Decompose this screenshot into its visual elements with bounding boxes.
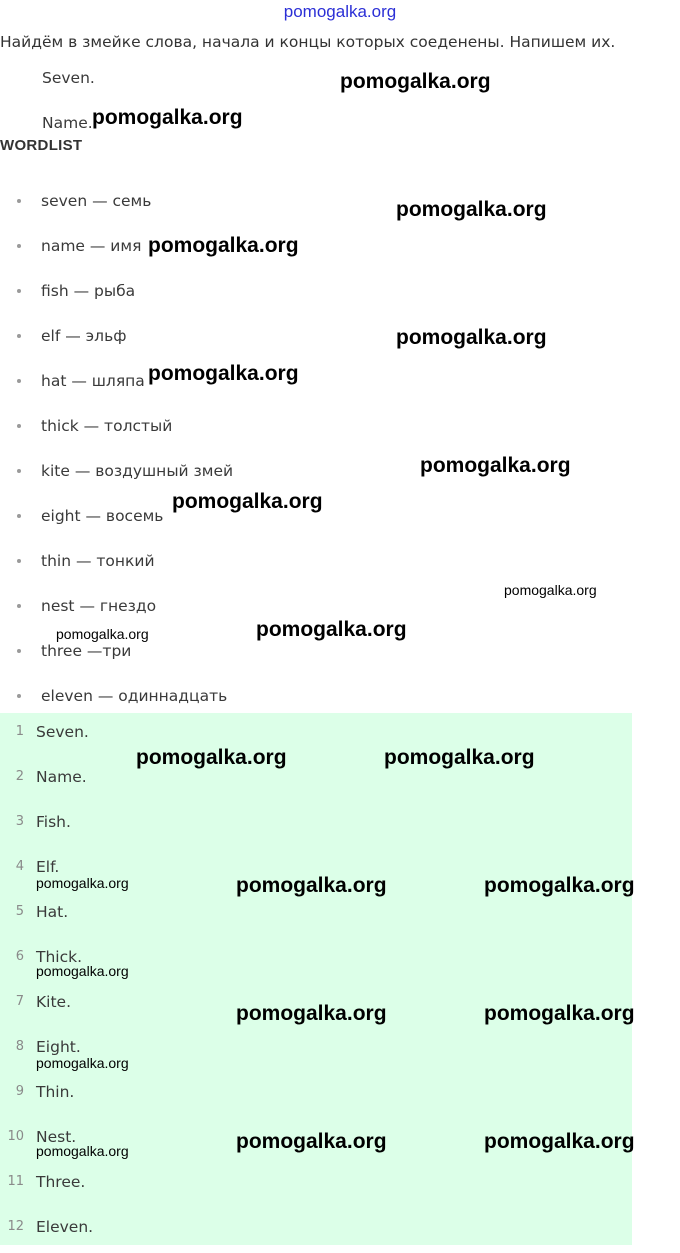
- bullet-icon: [17, 649, 21, 653]
- answer-number: 12: [7, 1219, 24, 1234]
- watermark: pomogalka.org: [148, 362, 299, 385]
- bullet-icon: [17, 604, 21, 608]
- word-list-item: [0, 317, 233, 362]
- bullet-icon: [17, 559, 21, 563]
- bullet-icon: [17, 289, 21, 293]
- answer-text: Thick.: [36, 948, 83, 966]
- bullet-icon: [17, 514, 21, 518]
- word-list-item: [0, 272, 233, 317]
- bullet-icon: [17, 244, 21, 248]
- word-list-item: [0, 407, 233, 452]
- word-entry: name — имя: [41, 237, 142, 255]
- word-entry: eleven — одиннадцать: [41, 687, 228, 705]
- watermark: pomogalka.org: [484, 1002, 635, 1025]
- answer-text: Seven.: [36, 723, 89, 741]
- watermark: pomogalka.org: [384, 746, 535, 769]
- answer-text: Name.: [36, 768, 87, 786]
- bullet-icon: [17, 379, 21, 383]
- word-list-item: [0, 542, 233, 587]
- bullet-icon: [17, 424, 21, 428]
- answer-block: [0, 713, 632, 1245]
- answer-item: [0, 1073, 632, 1118]
- answer-number: 5: [15, 904, 24, 919]
- answer-text: Thin.: [36, 1083, 75, 1101]
- answer-number: 2: [15, 769, 24, 784]
- watermark: pomogalka.org: [420, 454, 571, 477]
- answer-number: 4: [15, 859, 24, 874]
- answer-item: [0, 803, 632, 848]
- wordlist-title: WORDLIST: [0, 137, 83, 154]
- watermark: pomogalka.org: [136, 746, 287, 769]
- word-entry: fish — рыба: [41, 282, 136, 300]
- answer-number: 6: [15, 949, 24, 964]
- answer-text: Fish.: [36, 813, 71, 831]
- watermark: pomogalka.org: [236, 1130, 387, 1153]
- bullet-icon: [17, 199, 21, 203]
- word-entry: thin — тонкий: [41, 552, 155, 570]
- answer-item: [0, 758, 632, 803]
- answer-number: 7: [15, 994, 24, 1009]
- word-entry: seven — семь: [41, 192, 152, 210]
- watermark: pomogalka.org: [36, 1143, 129, 1159]
- answer-number: 11: [7, 1174, 24, 1189]
- bullet-icon: [17, 694, 21, 698]
- word-entry: thick — толстый: [41, 417, 173, 435]
- watermark: pomogalka.org: [484, 874, 635, 897]
- watermark: pomogalka.org: [256, 618, 407, 641]
- answer-item: [0, 713, 632, 758]
- watermark: pomogalka.org: [504, 582, 597, 598]
- watermark: pomogalka.org: [236, 1002, 387, 1025]
- answer-text: Hat.: [36, 903, 69, 921]
- answer-list: [0, 713, 632, 1253]
- answer-text: Three.: [36, 1173, 86, 1191]
- word-entry: nest — гнездо: [41, 597, 157, 615]
- answer-text: Elf.: [36, 858, 60, 876]
- word-list-item: [0, 182, 233, 227]
- intro-text: Найдём в змейке слова, начала и концы которых соеденены. Напишем их.: [0, 33, 616, 51]
- watermark: pomogalka.org: [36, 963, 129, 979]
- watermark: pomogalka.org: [236, 874, 387, 897]
- answer-line: Seven.: [42, 69, 95, 87]
- word-entry: hat — шляпа: [41, 372, 145, 390]
- word-entry: elf — эльф: [41, 327, 127, 345]
- watermark: pomogalka.org: [484, 1130, 635, 1153]
- answer-number: 1: [15, 724, 24, 739]
- word-entry: kite — воздушный змей: [41, 462, 234, 480]
- answer-text: Kite.: [36, 993, 72, 1011]
- watermark: pomogalka.org: [148, 234, 299, 257]
- watermark: pomogalka.org: [56, 626, 149, 642]
- bullet-icon: [17, 469, 21, 473]
- answer-number: 8: [15, 1039, 24, 1054]
- answer-item: [0, 893, 632, 938]
- watermark: pomogalka.org: [340, 70, 491, 93]
- answer-number: 3: [15, 814, 24, 829]
- watermark: pomogalka.org: [172, 490, 323, 513]
- answer-text: Eleven.: [36, 1218, 94, 1236]
- answer-number: 9: [15, 1084, 24, 1099]
- watermark: pomogalka.org: [396, 326, 547, 349]
- word-entry: three —три: [41, 642, 132, 660]
- answer-item: [0, 1208, 632, 1253]
- answer-line: Name.: [42, 114, 93, 132]
- watermark: pomogalka.org: [396, 198, 547, 221]
- site-logo[interactable]: pomogalka.org: [283, 2, 397, 21]
- answer-text: Eight.: [36, 1038, 81, 1056]
- answer-number: 10: [7, 1129, 24, 1144]
- watermark: pomogalka.org: [92, 106, 243, 129]
- word-entry: eight — восемь: [41, 507, 164, 525]
- answer-item: [0, 1163, 632, 1208]
- watermark: pomogalka.org: [36, 875, 129, 891]
- answer-text: Nest.: [36, 1128, 77, 1146]
- bullet-icon: [17, 334, 21, 338]
- watermark: pomogalka.org: [36, 1055, 129, 1071]
